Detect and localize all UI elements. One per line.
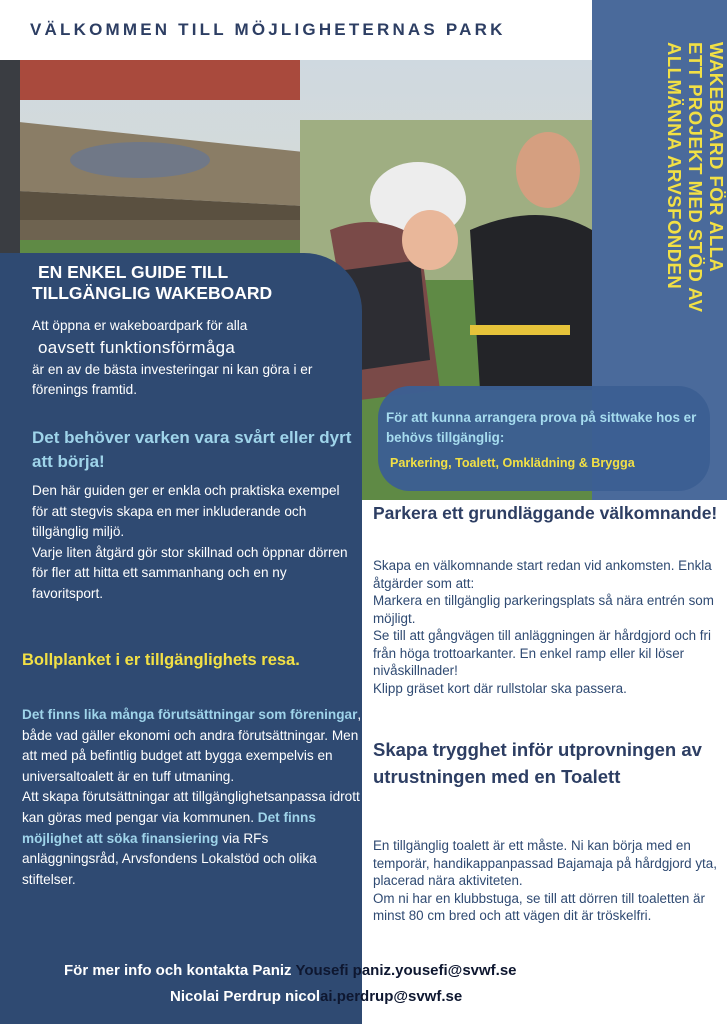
parkera-heading: Parkera ett grundläggande välkomnande! <box>373 503 718 523</box>
contact-line <box>64 962 517 979</box>
intro-text <box>32 316 352 400</box>
parkera-body <box>373 557 718 697</box>
intro-after: är en av de bästa investeringar ni kan göra i er förenings framtid. <box>32 362 313 397</box>
contact-email[interactable]: Yousefi paniz.yousefi@svwf.se <box>295 962 517 979</box>
bollplanket-body <box>22 705 362 890</box>
bollplanket-highlight: Det finns lika många förutsättningar som föreningar <box>22 707 358 722</box>
trygghet-line: Om ni har en klubbstuga, se till att dörren till toaletten är minst 80 cm bred och att vägen dit är tröskelfri. <box>373 890 705 923</box>
bollplanket-highlight: Det finns möjlighet att söka finansiering <box>22 809 316 846</box>
intro-emphasis: oavsett funktionsförmåga <box>38 338 236 357</box>
need-paragraph: Den här guiden ger er enkla och praktiska exempel för att stegvis skapa en mer inkluderande och tillgänglig miljö. <box>32 483 340 539</box>
parkera-line: Klipp gräset kort där rullstolar ska passera. <box>373 680 627 696</box>
parkera-line: Skapa en välkomnande start redan vid ankomsten. Enkla åtgärder som att: <box>373 558 712 591</box>
contact-email[interactable]: ai.perdrup@svwf.se <box>320 988 463 1005</box>
intro-before: Att öppna er wakeboardpark för alla <box>32 318 248 333</box>
callout-items: Parkering, Toalett, Omklädning & Brygga <box>390 456 635 470</box>
callout-text: För att kunna arrangera prova på sittwake hos er behövs tillgänglig: <box>386 410 697 445</box>
trygghet-heading: Skapa trygghet inför utprovningen av utrustningen med en Toalett <box>373 739 702 787</box>
trygghet-body <box>373 837 718 925</box>
guide-title-line: TILLGÄNGLIG WAKEBOARD <box>32 283 273 303</box>
banner-line: ETT PROJEKT MED STÖD AV <box>685 42 706 313</box>
header-bar <box>0 0 592 60</box>
parkera-line: Se till att gångvägen till anläggningen är hårdgjord och fri från höga trottoarkanter. En enkel ramp eller kil löser nivåskillnader! <box>373 628 711 678</box>
guide-title <box>32 262 272 304</box>
bollplanket-heading: Bollplanket i er tillgänglighets resa. <box>22 651 300 669</box>
bollplanket-text: Att skapa förutsättningar att tillgänglighetsanpassa idrott kan göras med pengar via kommunen. <box>22 789 360 825</box>
contact-text: Nicolai Perdrup nicol <box>170 988 321 1005</box>
need-body <box>32 481 352 604</box>
contact-text: För mer info och kontakta Paniz <box>64 962 296 979</box>
banner-line: ALLMÄNNA ARVSFONDEN <box>664 42 685 290</box>
contact-line <box>170 988 462 1005</box>
bollplanket-text: , både vad gäller ekonomi och andra förutsättningar. Men att med på befintlig budget att bygga exempelvis en universaltoalett är en tuff utmaning. <box>22 707 362 784</box>
need-heading: Det behöver varken vara svårt eller dyrt att börja! <box>32 428 352 471</box>
guide-title-line: EN ENKEL GUIDE TILL <box>38 262 229 282</box>
trygghet-line: En tillgänglig toalett är ett måste. Ni kan börja med en temporär, handikappanpassad Bajamaja på hårdgjord yta, placerad nära aktiviteten. <box>373 838 717 888</box>
need-paragraph: Varje liten åtgärd gör stor skillnad och öppnar dörren för fler att hitta ett sammanhang och en ny favoritsport. <box>32 544 348 601</box>
page-title: VÄLKOMMEN TILL MÖJLIGHETERNAS PARK <box>30 20 506 39</box>
banner-line: WAKEBOARD FÖR ALLA <box>706 42 727 273</box>
parkera-line: Markera en tillgänglig parkeringsplats så nära entrén som möjligt. <box>373 593 714 626</box>
bollplanket-text: via RFs anläggningsråd, Arvsfondens Lokalstöd och olika stiftelser. <box>22 830 317 887</box>
